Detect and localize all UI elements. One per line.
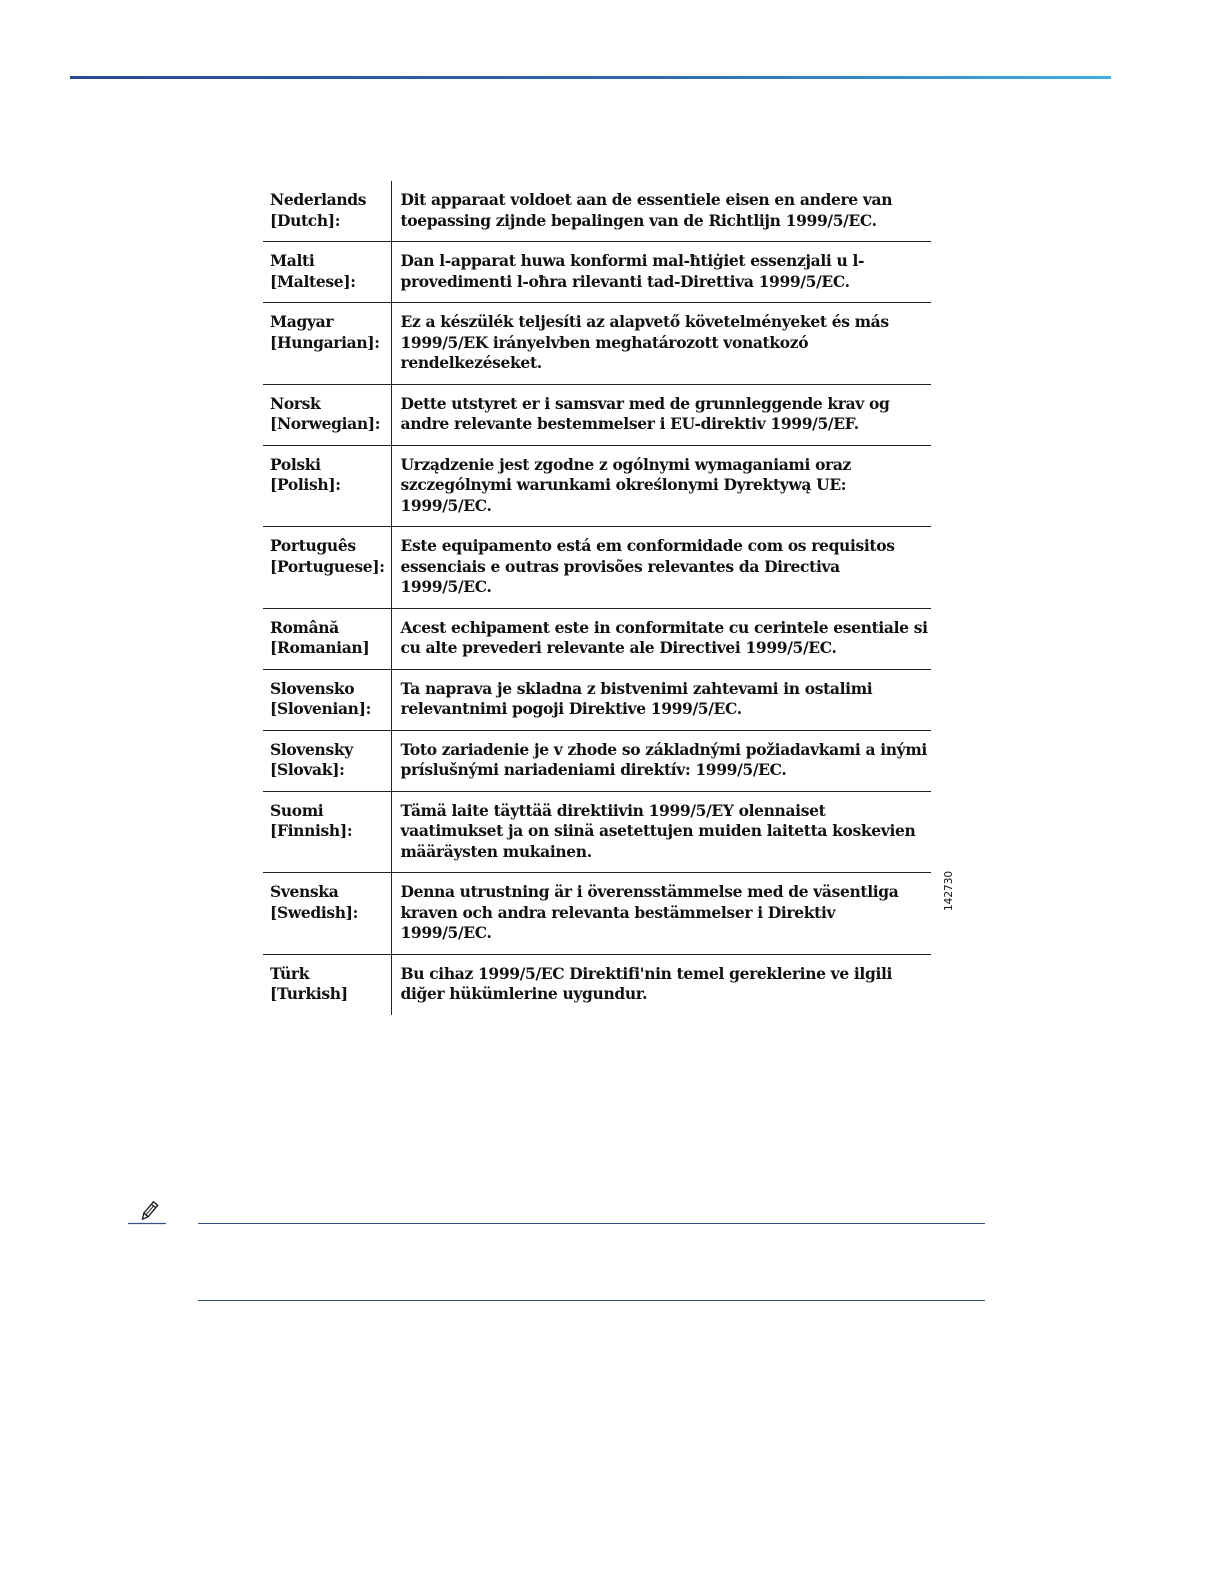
declaration-cell xyxy=(391,445,931,527)
declaration-text: Tämä laite täyttää direktiivin 1999/5/EY olennaiset vaatimukset ja on siinä asetettujen muiden laitetta koskevien määräysten mukainen. xyxy=(400,800,916,861)
language-english-name: [Finnish]: xyxy=(270,821,353,840)
declaration-text: Bu cihaz 1999/5/EC Direktifi'nin temel gereklerine ve ilgili diğer hükümlerine uygundur. xyxy=(400,963,893,1003)
table-row xyxy=(263,873,931,955)
declaration-cell xyxy=(391,669,931,730)
table-row xyxy=(263,791,931,873)
declaration-table-figure xyxy=(263,181,931,1015)
declaration-cell xyxy=(391,730,931,791)
table-row xyxy=(263,181,931,242)
table-row xyxy=(263,608,931,669)
note-rule-bottom xyxy=(198,1300,985,1301)
declaration-text: Dit apparaat voldoet aan de essentiele eisen en andere van toepassing zijnde bepalingen van de Richtlijn 1999/5/EC. xyxy=(400,190,893,230)
language-english-name: [Dutch]: xyxy=(270,210,341,230)
language-cell xyxy=(263,303,391,385)
language-english-name: [Portuguese]: xyxy=(270,556,385,576)
language-english-name: [Swedish]: xyxy=(270,902,359,922)
language-name: Slovensko xyxy=(270,678,355,698)
declaration-text: Toto zariadenie je v zhode so základnými požiadavkami a inými príslušnými nariadeniami direktív: 1999/5/EC. xyxy=(400,739,927,779)
language-cell xyxy=(263,445,391,527)
declaration-cell xyxy=(391,873,931,955)
language-cell xyxy=(263,954,391,1015)
language-name: Norsk xyxy=(270,393,321,413)
declaration-text: Denna utrustning är i överensstämmelse med de väsentliga kraven och andra relevanta bestämmelser i Direktiv 1999/5/EC. xyxy=(400,882,899,942)
table-row xyxy=(263,242,931,303)
declaration-text: Urządzenie jest zgodne z ogólnymi wymaganiami oraz szczególnymi warunkami określonymi Dyrektywą UE: 1999/5/EC. xyxy=(400,454,852,515)
language-english-name: [Hungarian]: xyxy=(270,332,380,352)
language-cell xyxy=(263,527,391,609)
declaration-cell xyxy=(391,608,931,669)
language-name: Nederlands xyxy=(270,190,367,209)
language-cell xyxy=(263,608,391,669)
declaration-text: Ez a készülék teljesíti az alapvető követelményeket és más 1999/5/EK irányelvben meghatározott vonatkozó rendelkezéseket. xyxy=(400,312,889,372)
language-cell xyxy=(263,791,391,873)
language-english-name: [Slovak]: xyxy=(270,760,345,779)
table-row xyxy=(263,303,931,385)
declaration-text: Dette utstyret er i samsvar med de grunnleggende krav og andre relevante bestemmelser i EU-direktiv 1999/5/EF. xyxy=(400,393,890,433)
language-english-name: [Maltese]: xyxy=(270,271,356,291)
language-english-name: [Turkish] xyxy=(270,984,348,1003)
declaration-text: Ta naprava je skladna z bistvenimi zahtevami in ostalimi relevantnimi pogoji Direktive 1999/5/EC. xyxy=(400,678,873,718)
language-name: Suomi xyxy=(270,800,324,820)
language-name: Slovensky xyxy=(270,739,353,759)
declaration-cell xyxy=(391,954,931,1015)
declaration-text: Acest echipament este in conformitate cu cerintele esentiale si cu alte prevederi relevante ale Directivei 1999/5/EC. xyxy=(400,617,928,657)
declaration-cell xyxy=(391,791,931,873)
table-row xyxy=(263,669,931,730)
language-cell xyxy=(263,730,391,791)
table-row xyxy=(263,954,931,1015)
language-name: Polski xyxy=(270,454,321,474)
note-rule-top xyxy=(198,1223,985,1224)
language-name: Svenska xyxy=(270,882,339,901)
declaration-table xyxy=(263,181,931,1015)
language-cell xyxy=(263,242,391,303)
language-name: Português xyxy=(270,536,356,555)
table-row xyxy=(263,730,931,791)
declaration-cell xyxy=(391,181,931,242)
header-rule xyxy=(70,76,1111,79)
language-english-name: [Norwegian]: xyxy=(270,414,381,433)
language-english-name: [Polish]: xyxy=(270,475,341,494)
figure-id-label: 142730 xyxy=(943,870,955,911)
declaration-cell xyxy=(391,242,931,303)
declaration-cell xyxy=(391,303,931,385)
pencil-note-icon xyxy=(128,1199,168,1227)
language-cell xyxy=(263,384,391,445)
language-cell xyxy=(263,181,391,242)
table-row xyxy=(263,384,931,445)
language-english-name: [Slovenian]: xyxy=(270,699,371,718)
language-name: Türk xyxy=(270,963,310,983)
language-name: Malti xyxy=(270,251,315,270)
language-name: Magyar xyxy=(270,312,334,331)
table-row xyxy=(263,445,931,527)
declaration-text: Dan l-apparat huwa konformi mal-ħtiġiet essenzjali u l-provedimenti l-oħra rilevanti tad-Direttiva 1999/5/EC. xyxy=(400,251,865,291)
language-cell xyxy=(263,669,391,730)
table-row xyxy=(263,527,931,609)
language-english-name: [Romanian] xyxy=(270,638,370,657)
language-name: Română xyxy=(270,617,339,637)
declaration-cell xyxy=(391,527,931,609)
language-cell xyxy=(263,873,391,955)
declaration-cell xyxy=(391,384,931,445)
declaration-text: Este equipamento está em conformidade com os requisitos essenciais e outras provisões relevantes da Directiva 1999/5/EC. xyxy=(400,536,895,596)
